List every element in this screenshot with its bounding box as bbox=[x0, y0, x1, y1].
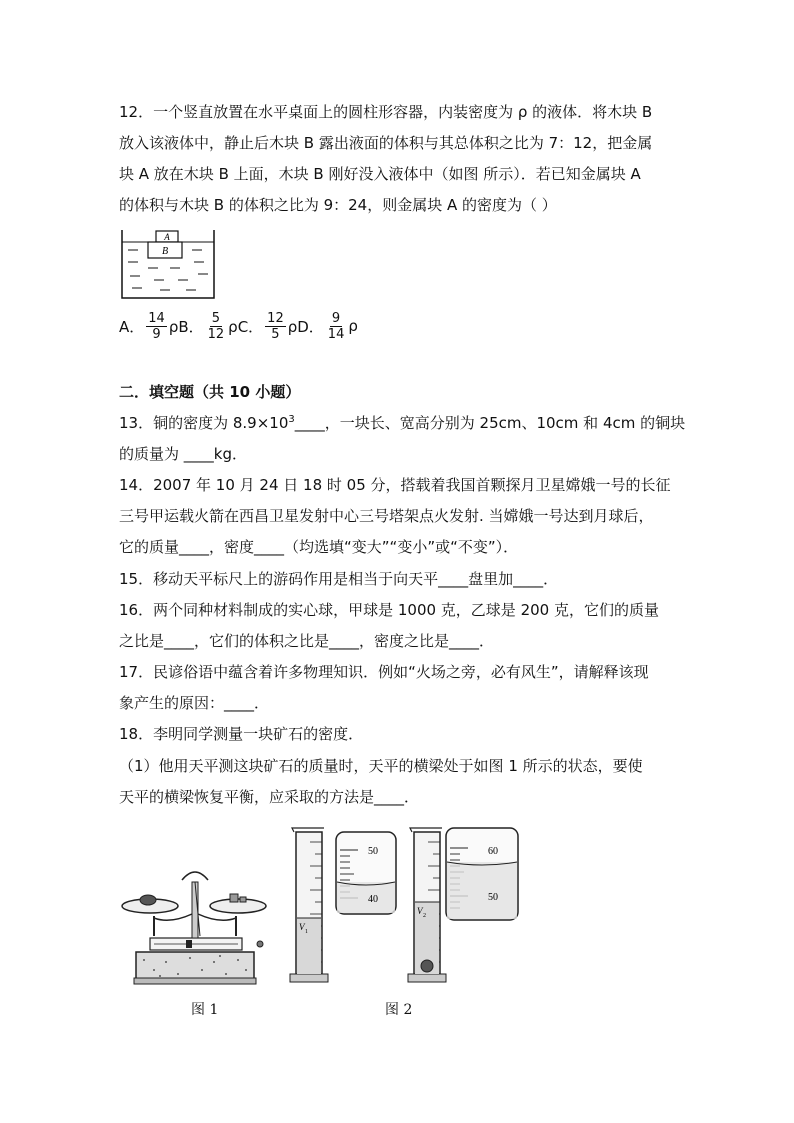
q17-line-2: 象产生的原因：____． bbox=[119, 694, 270, 712]
cylinder-1 bbox=[290, 828, 328, 982]
q12-line-4: 的体积与木块 B 的体积之比为 9：24，则金属块 A 的密度为（ ） bbox=[119, 196, 557, 214]
cyl2-label: V bbox=[417, 906, 423, 916]
figure-2-caption: 图 2 bbox=[385, 1002, 413, 1018]
zoom-view-2 bbox=[446, 828, 518, 920]
q12-line-2: 放入该液体中，静止后木块 B 露出液面的体积与其总体积之比为 7：12，把金属 bbox=[119, 134, 653, 152]
q14-line-2: 三号甲运载火箭在西昌卫星发射中心三号塔架点火发射. 当嫦娥一号达到月球后， bbox=[119, 507, 654, 525]
choice-a[interactable] bbox=[119, 311, 204, 342]
q18-line-2: （1）他用天平测这块矿石的质量时，天平的横梁处于如图 1 所示的状态，要使 bbox=[119, 757, 643, 775]
cyl1-label: V bbox=[299, 922, 305, 932]
q13-line-1: 13．铜的密度为 $8.9\times 10^3\_\_\_\_$，一块长、宽高分别为 25cm、10cm 和 4cm 的铜块 bbox=[119, 414, 686, 432]
fraction: $\frac{9}{14}$ bbox=[327, 310, 345, 342]
q12-line-3: 块 A 放在木块 B 上面，木块 B 刚好没入液体中（如图 所示）．若已知金属块 A bbox=[119, 165, 641, 183]
q14-line-3: 它的质量____，密度____（均选填“变大”“变小”或“不变”）． bbox=[119, 538, 519, 556]
q18-line-3: 天平的横梁恢复平衡，应采取的方法是____． bbox=[119, 788, 420, 806]
zoom1-tick-lower: 40 bbox=[368, 894, 378, 905]
q12-choices bbox=[119, 306, 358, 346]
fraction: $\frac{14}{9}$ bbox=[148, 310, 165, 342]
q12-line-1: 12．一个竖直放置在水平桌面上的圆柱形容器，内装密度为 ρ 的液体．将木块 B bbox=[119, 103, 653, 121]
q15-line-1: 15．移动天平标尺上的游码作用是相当于向天平____盘里加____． bbox=[119, 570, 559, 588]
choice-suffix: ρ bbox=[348, 317, 358, 335]
choice-letter: A． bbox=[119, 317, 145, 336]
fraction: $\frac{12}{5}$ bbox=[267, 310, 284, 342]
q16-line-1: 16．两个同种材料制成的实心球，甲球是 1000 克，乙球是 200 克，它们的质量 bbox=[119, 601, 659, 619]
choice-suffix: ρB． bbox=[168, 317, 204, 336]
zoom2-tick-upper: 60 bbox=[488, 846, 498, 857]
choice-suffix: ρC． bbox=[228, 317, 264, 336]
q14-line-1: 14．2007 年 10 月 24 日 18 时 05 分，搭载着我国首颗探月卫星嫦娥一号的长征 bbox=[119, 476, 671, 494]
choice-suffix: ρD． bbox=[287, 317, 324, 336]
choice-c[interactable] bbox=[263, 311, 324, 342]
graduated-cylinders-figure bbox=[288, 826, 524, 986]
fraction: $\frac{5}{12}$ bbox=[207, 310, 225, 342]
figure-1-caption: 图 1 bbox=[191, 1002, 219, 1018]
q18-line-1: 18．李明同学测量一块矿石的密度． bbox=[119, 725, 364, 743]
q17-line-1: 17．民谚俗语中蕴含着许多物理知识．例如“火场之旁，必有风生”，请解释该现 bbox=[119, 663, 649, 681]
choice-b[interactable] bbox=[204, 311, 264, 342]
zoom2-tick-lower: 50 bbox=[488, 892, 498, 903]
cyl2-label-sub: 2 bbox=[423, 913, 426, 919]
q16-line-2: 之比是____，它们的体积之比是____，密度之比是____． bbox=[119, 632, 495, 650]
balance-scale-figure bbox=[120, 862, 270, 986]
block-b-label: B bbox=[161, 246, 169, 257]
block-a-label: A bbox=[164, 232, 170, 242]
zoom1-tick-upper: 50 bbox=[368, 846, 378, 857]
q12-container-figure bbox=[120, 228, 216, 300]
choice-d[interactable] bbox=[324, 311, 358, 342]
zoom-view-1 bbox=[336, 832, 396, 914]
q13-line-2: 的质量为 ____kg． bbox=[119, 445, 247, 463]
section-title: 二．填空题（共 10 小题） bbox=[119, 383, 301, 401]
cyl1-label-sub: 1 bbox=[305, 929, 308, 935]
cylinder-2 bbox=[408, 828, 446, 982]
